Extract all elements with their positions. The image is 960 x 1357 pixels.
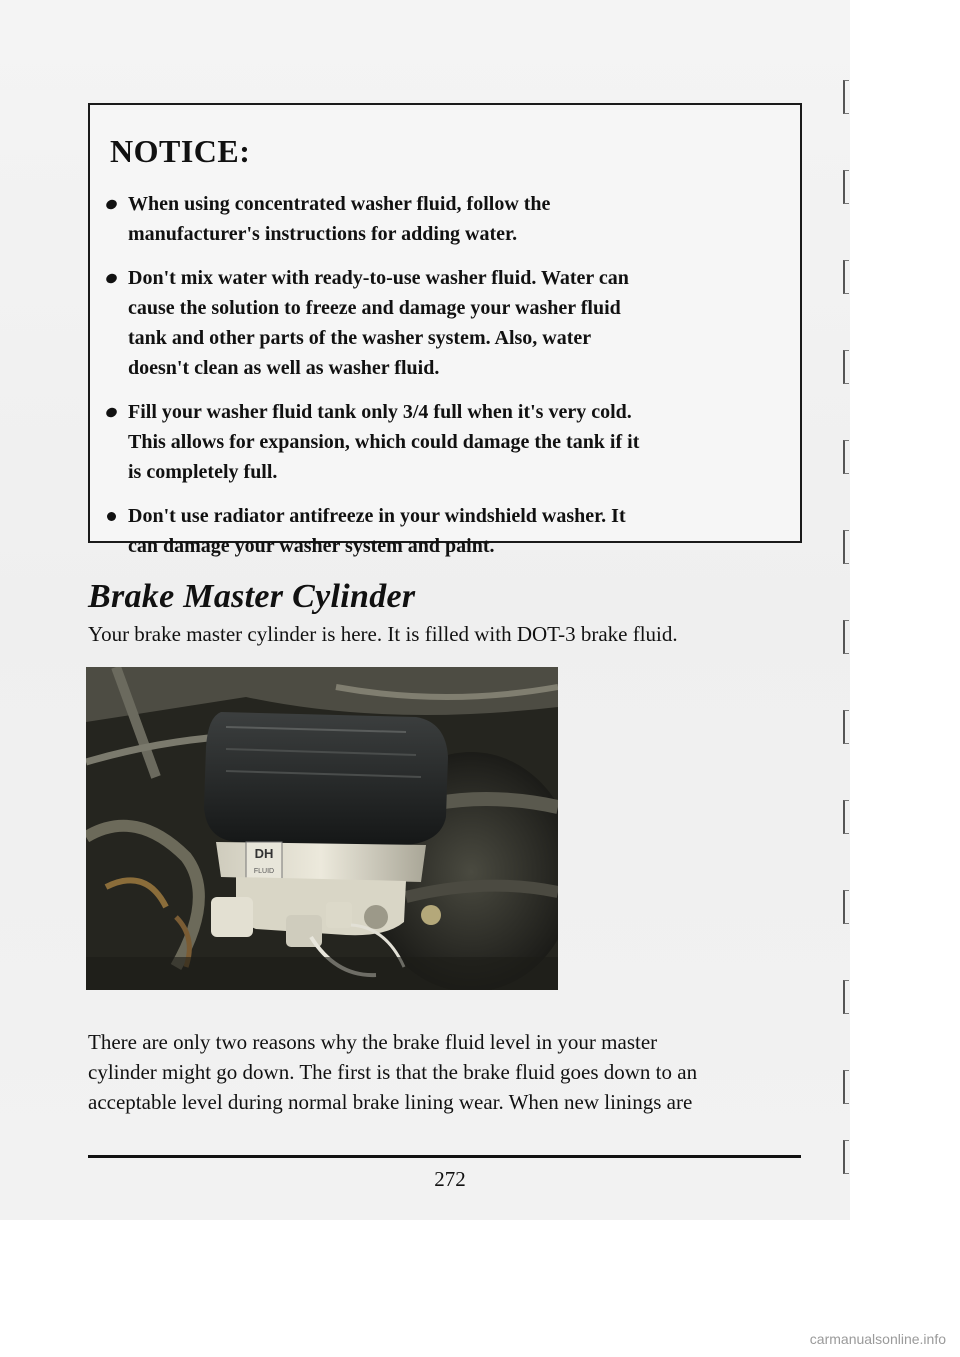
footer-rule <box>88 1155 801 1158</box>
section-heading: Brake Master Cylinder <box>88 578 416 615</box>
oval-bullet-icon <box>105 272 119 285</box>
edge-mark <box>843 170 849 204</box>
edge-mark <box>843 800 849 834</box>
notice-line: is completely full. <box>128 461 278 483</box>
reservoir-label-bottom: FLUID <box>253 868 275 875</box>
edge-mark <box>843 980 849 1014</box>
edge-mark <box>843 80 849 114</box>
oval-bullet-icon <box>105 198 119 211</box>
notice-line: Don't mix water with ready-to-use washer fluid. Water can <box>128 267 629 289</box>
notice-item <box>106 189 786 249</box>
notice-line: Fill your washer fluid tank only 3/4 full when it's very cold. <box>128 401 632 423</box>
notice-item <box>106 263 786 383</box>
notice-item <box>106 501 786 561</box>
edge-mark <box>843 350 849 384</box>
notice-line: tank and other parts of the washer system. Also, water <box>128 327 592 349</box>
notice-line: doesn't clean as well as washer fluid. <box>128 357 440 379</box>
edge-mark <box>843 890 849 924</box>
brake-master-cylinder-photo <box>86 667 558 990</box>
notice-title: NOTICE: <box>110 133 251 169</box>
reservoir-label-top: DH <box>254 846 274 861</box>
notice-box <box>88 103 802 557</box>
body-line: acceptable level during normal brake lining wear. When new linings are <box>88 1090 693 1114</box>
edge-mark <box>843 1140 849 1174</box>
edge-mark <box>843 260 849 294</box>
edge-mark <box>843 530 849 564</box>
body-paragraph <box>88 1027 808 1117</box>
notice-line: cause the solution to freeze and damage your washer fluid <box>128 297 621 319</box>
page-number: 272 <box>434 1167 466 1191</box>
edge-mark <box>843 620 849 654</box>
notice-line: manufacturer's instructions for adding water. <box>128 223 518 245</box>
edge-mark <box>843 710 849 744</box>
round-bullet-icon <box>107 512 116 521</box>
edge-mark <box>843 1070 849 1104</box>
edge-mark <box>843 440 849 474</box>
oval-bullet-icon <box>105 406 119 419</box>
notice-line: Don't use radiator antifreeze in your windshield washer. It <box>128 505 626 527</box>
notice-item <box>106 397 786 487</box>
notice-line: This allows for expansion, which could damage the tank if it <box>128 431 640 453</box>
notice-line: When using concentrated washer fluid, follow the <box>128 193 551 215</box>
intro-text: Your brake master cylinder is here. It is filled with DOT-3 brake fluid. <box>88 622 678 646</box>
notice-list <box>106 189 786 575</box>
body-line: cylinder might go down. The first is that the brake fluid goes down to an <box>88 1060 698 1084</box>
watermark: carmanualsonline.info <box>809 1331 946 1347</box>
engine-bay-illustration <box>86 667 558 990</box>
notice-line: can damage your washer system and paint. <box>128 535 495 557</box>
page-edge-marks <box>843 60 853 1200</box>
body-line: There are only two reasons why the brake fluid level in your master <box>88 1030 658 1054</box>
